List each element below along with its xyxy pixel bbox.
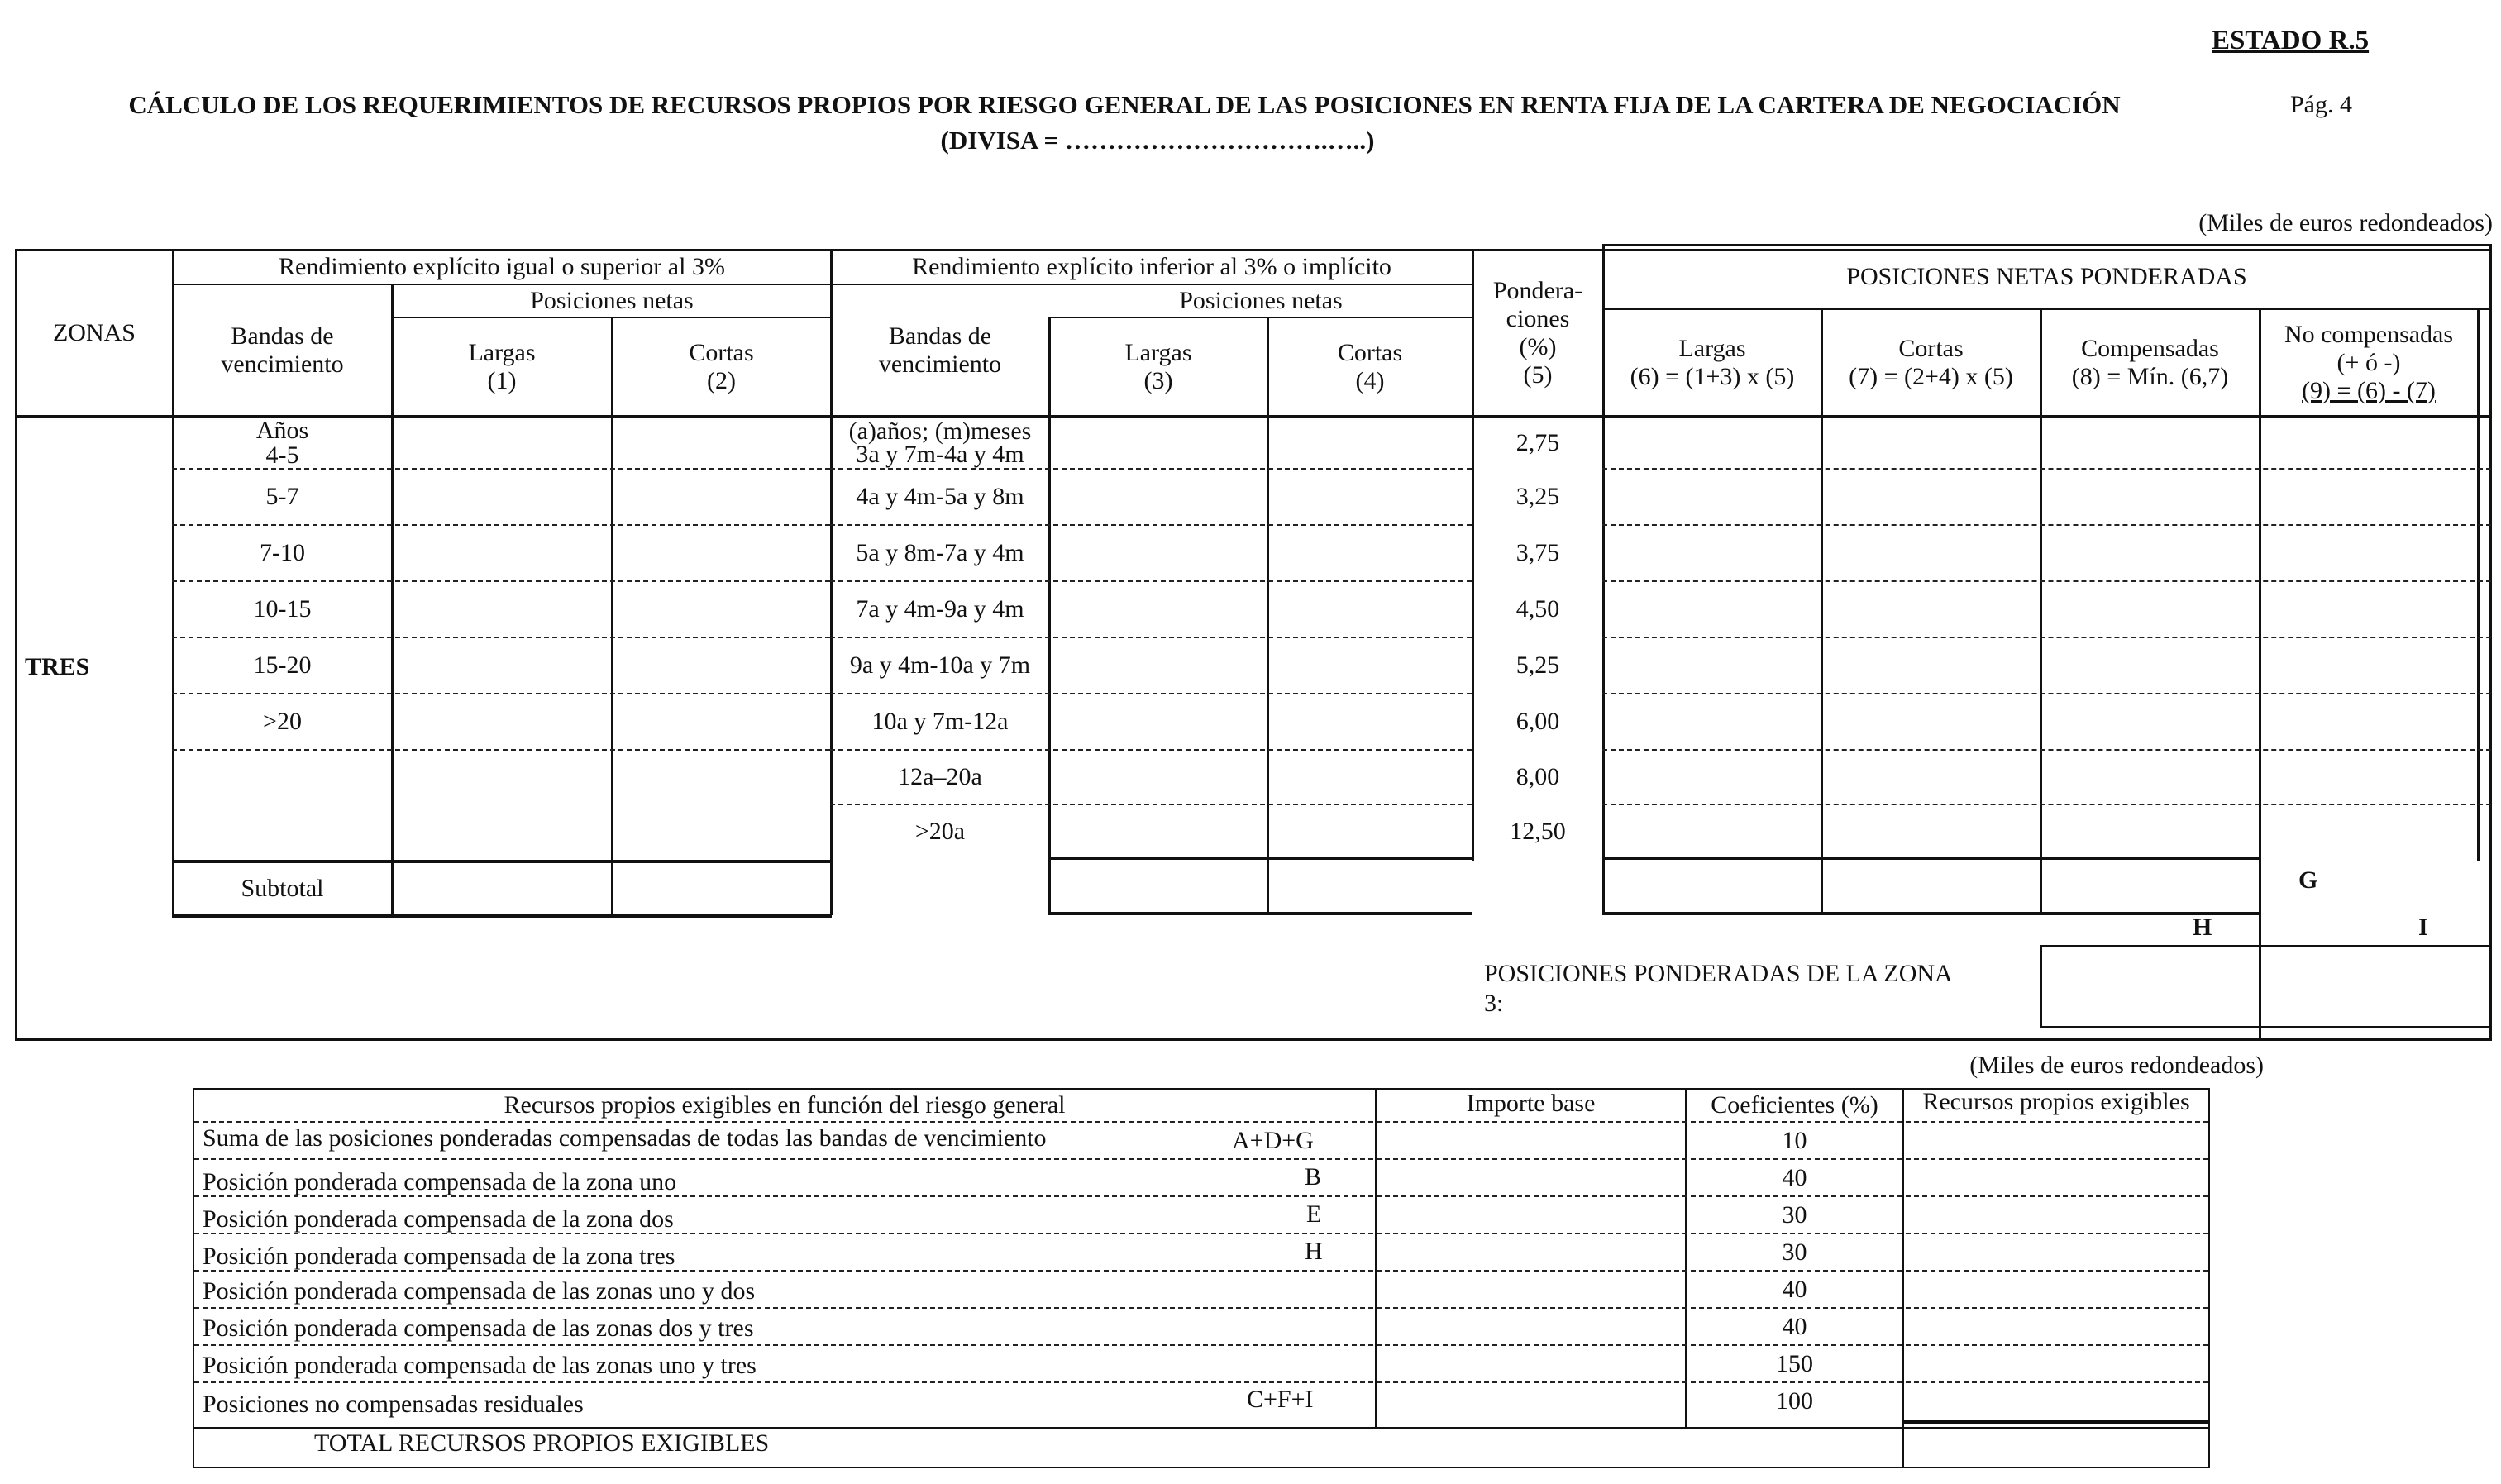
document-title: CÁLCULO DE LOS REQUERIMIENTOS DE RECURSOS PROPIOS POR RIESGO GENERAL DE LAS POSICIONES EN RENTA FIJA DE LA CARTERA DE NEGOCIACIÓN	[128, 90, 2121, 119]
ponderaciones-header: Pondera- ciones (%) (5)	[1492, 277, 1583, 389]
band-a-row-1: Años 4-5	[255, 417, 309, 469]
bottom-row-4-coef: 30	[1782, 1238, 1807, 1266]
largas-header-1: Largas (1)	[468, 339, 536, 394]
bottom-row-3-code: E	[1306, 1200, 1322, 1228]
band-b-row-1: (a)años; (m)meses 3a y 7m-4a y 4m	[848, 418, 1032, 468]
bottom-row-8-code: C+F+I	[1247, 1386, 1314, 1413]
ponderacion-row-7: 8,00	[1515, 763, 1560, 790]
bottom-row-7-coef: 150	[1776, 1349, 1813, 1377]
bottom-row-5-label: Posición ponderada compensada de las zonas uno y dos	[203, 1277, 756, 1305]
zone-name: TRES	[25, 653, 90, 680]
letter-h: H	[2193, 914, 2212, 941]
bandas-header-1: Bandas de vencimiento	[221, 322, 344, 378]
posiciones-netas-header-1: Posiciones netas	[530, 287, 694, 314]
band-a-row-2: 5-7	[265, 483, 299, 510]
band-a-row-6: >20	[263, 708, 302, 735]
ponderacion-row-6: 6,00	[1515, 708, 1560, 735]
ponderacion-row-4: 4,50	[1515, 595, 1560, 623]
zonas-header: ZONAS	[52, 319, 136, 346]
group2-header: Rendimiento explícito inferior al 3% o implícito	[912, 253, 1391, 280]
bottom-row-1-coef: 10	[1782, 1126, 1807, 1154]
pnp-header: POSICIONES NETAS PONDERADAS	[1846, 263, 2247, 290]
unit-note: (Miles de euros redondeados)	[2198, 209, 2493, 236]
band-b-row-2: 4a y 4m-5a y 8m	[856, 483, 1024, 510]
total-label: TOTAL RECURSOS PROPIOS EXIGIBLES	[314, 1429, 770, 1457]
bottom-header-coef: Coeficientes (%)	[1711, 1091, 1878, 1119]
bottom-row-2-code: B	[1305, 1163, 1322, 1191]
bottom-row-4-code: H	[1305, 1238, 1323, 1265]
bottom-row-2-coef: 40	[1782, 1163, 1807, 1191]
band-b-row-6: 10a y 7m-12a	[871, 708, 1009, 735]
bottom-row-6-coef: 40	[1782, 1312, 1807, 1340]
bottom-row-3-label: Posición ponderada compensada de la zona dos	[203, 1205, 674, 1233]
ponderacion-row-5: 5,25	[1515, 651, 1560, 679]
ponderacion-row-8: 12,50	[1510, 818, 1566, 845]
currency-line: (DIVISA = ………………………….…..)	[940, 126, 1375, 155]
letter-i: I	[2418, 914, 2428, 941]
band-a-row-3: 7-10	[260, 539, 305, 566]
bottom-row-6-label: Posición ponderada compensada de las zonas dos y tres	[203, 1315, 754, 1342]
bottom-row-7-label: Posición ponderada compensada de las zonas uno y tres	[203, 1352, 757, 1379]
bottom-row-3-coef: 30	[1782, 1200, 1807, 1229]
col6-header: Largas (6) = (1+3) x (5)	[1630, 335, 1795, 390]
bottom-row-5-coef: 40	[1782, 1275, 1807, 1303]
zona-3-label: POSICIONES PONDERADAS DE LA ZONA 3:	[1484, 960, 1953, 1017]
bottom-row-8-coef: 100	[1776, 1386, 1813, 1415]
bottom-row-1-label: Suma de las posiciones ponderadas compensadas de todas las bandas de vencimiento	[203, 1124, 1047, 1152]
subtotal-label: Subtotal	[241, 875, 324, 902]
ponderacion-row-2: 3,25	[1515, 483, 1560, 510]
band-a-row-4: 10-15	[253, 595, 312, 623]
bottom-row-4-label: Posición ponderada compensada de la zona tres	[203, 1243, 675, 1270]
bottom-row-8-label: Posiciones no compensadas residuales	[203, 1391, 584, 1418]
bottom-unit-note: (Miles de euros redondeados)	[1969, 1052, 2264, 1079]
group1-header: Rendimiento explícito igual o superior al 3%	[279, 253, 725, 280]
band-b-row-4: 7a y 4m-9a y 4m	[856, 595, 1024, 623]
band-b-row-7: 12a–20a	[898, 763, 982, 790]
bandas-header-2: Bandas de vencimiento	[878, 322, 1002, 378]
letter-g: G	[2298, 866, 2318, 894]
band-b-row-3: 5a y 8m-7a y 4m	[856, 539, 1024, 566]
col8-header: Compensadas (8) = Mín. (6,7)	[2071, 335, 2229, 390]
band-a-row-5: 15-20	[253, 651, 312, 679]
posiciones-netas-header-2: Posiciones netas	[1179, 287, 1343, 314]
cortas-header-2: Cortas (4)	[1337, 339, 1403, 394]
bottom-header-importe: Importe base	[1466, 1090, 1596, 1117]
ponderacion-row-3: 3,75	[1515, 539, 1560, 566]
band-b-row-8: >20a	[914, 818, 966, 845]
band-b-row-5: 9a y 4m-10a y 7m	[849, 651, 1031, 679]
estado-label: ESTADO R.5	[2212, 26, 2370, 55]
bottom-header-recursos: Recursos propios exigibles	[1922, 1088, 2190, 1115]
page-number: Pág. 4	[2290, 91, 2352, 118]
bottom-header-concept: Recursos propios exigibles en función del riesgo general	[504, 1091, 1066, 1119]
cortas-header-1: Cortas (2)	[689, 339, 754, 394]
col7-header: Cortas (7) = (2+4) x (5)	[1849, 335, 2013, 390]
bottom-row-1-code: A+D+G	[1232, 1127, 1314, 1154]
ponderacion-row-1: 2,75	[1515, 429, 1560, 456]
bottom-row-2-label: Posición ponderada compensada de la zona uno	[203, 1168, 677, 1195]
col9-header: No compensadas (+ ó -) (9) = (6) - (7)	[2284, 321, 2454, 404]
largas-header-2: Largas (3)	[1124, 339, 1192, 394]
